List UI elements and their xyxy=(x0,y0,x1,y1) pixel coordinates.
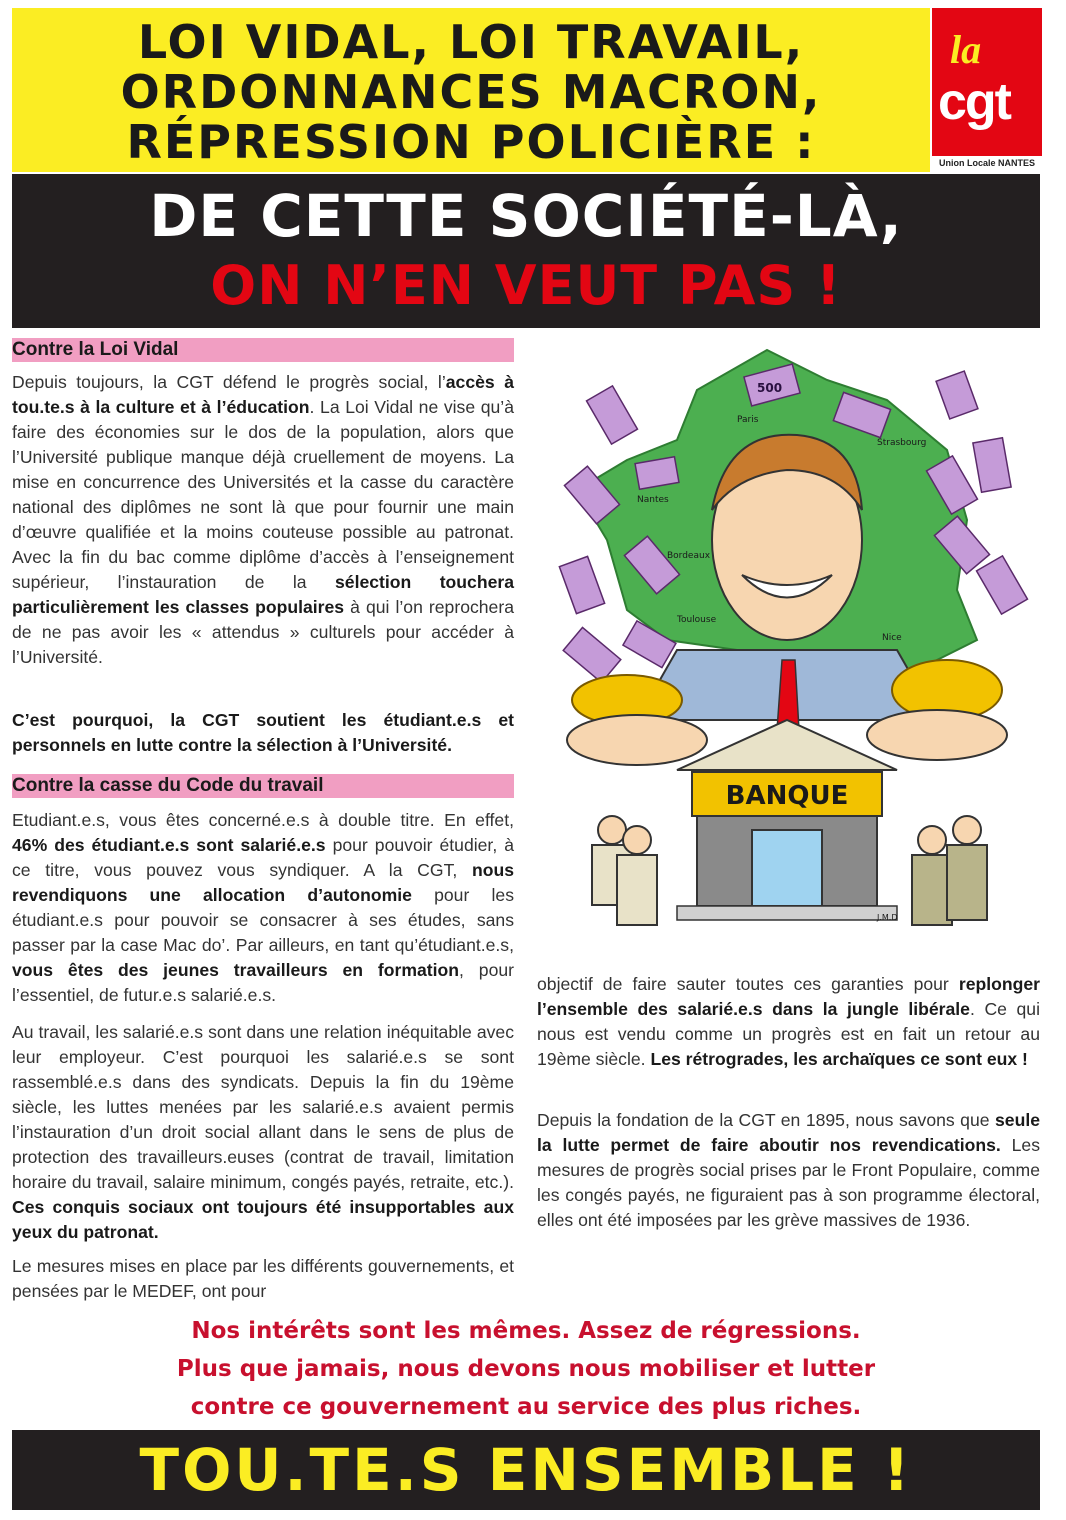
emphasis-text: seule la lutte permet de faire aboutir nos revendications. xyxy=(537,1110,1040,1155)
body-text: Etudiant.e.s, vous êtes concerné.e.s à double titre. En effet, xyxy=(12,810,514,830)
footer-banner xyxy=(12,1430,1040,1510)
call-line-3: contre ce gouvernement au service des plus riches. xyxy=(190,1394,862,1420)
cgt-logo-text: cgt xyxy=(938,73,1010,131)
emphasis-text: accès à tou.te.s à la culture et à l’éducation xyxy=(12,372,514,417)
bank-steps xyxy=(677,906,897,920)
header-title-block xyxy=(12,8,930,172)
paragraph-fondation-cgt xyxy=(537,1108,1040,1233)
body-text: objectif de faire sauter toutes ces garanties pour xyxy=(537,974,959,994)
emphasis-text: 46% des étudiant.e.s sont salarié.e.s xyxy=(12,835,326,855)
call-line-1: Nos intérêts sont les mêmes. Assez de régressions. xyxy=(191,1318,861,1344)
emphasis-text: C’est pourquoi, la CGT soutient les étudiant.e.s et personnels en lutte contre la sélection à l’Université. xyxy=(12,710,514,755)
businessmen-right xyxy=(912,816,987,925)
paragraph-cgt-soutient xyxy=(12,708,514,758)
body-text: à qui l’on reprochera de ne pas avoir les « attendus » culturels pour accéder à l’Université. xyxy=(12,597,514,667)
union-locale-label: Union Locale NANTES xyxy=(938,158,1035,168)
headline-line-2: ON N’EN VEUT PAS ! xyxy=(210,254,842,317)
emphasis-text: sélection touchera particulièrement les classes populaires xyxy=(12,572,514,617)
body-text: Le mesures mises en place par les différents gouvernements, et pensées par le MEDEF, ont pour xyxy=(12,1256,514,1301)
paragraph-au-travail xyxy=(12,1020,514,1245)
call-line-2: Plus que jamais, nous devons nous mobiliser et lutter xyxy=(176,1356,876,1382)
emphasis-text: Les rétrogrades, les archaïques ce sont eux ! xyxy=(650,1049,1028,1069)
bank-label: BANQUE xyxy=(725,781,849,811)
body-text: , pour l’essentiel, de futur.e.s salarié.e.s. xyxy=(12,960,514,1005)
banknote-label: 500 xyxy=(757,381,783,395)
section-title-loi-vidal: Contre la Loi Vidal xyxy=(12,338,514,362)
emphasis-text: vous êtes des jeunes travailleurs en formation xyxy=(12,960,460,980)
body-text: pour les étudiant.e.s pour pouvoir se consacrer à ses études, sans passer par la case Mac do’. Par ailleurs, en tant qu’étudiant.e.s, xyxy=(12,885,514,955)
cgt-logo-badge xyxy=(932,8,1042,156)
body-text: Au travail, les salarié.e.s sont dans une relation inéquitable avec leur employeur. C’est pourquoi les salarié.e.s se sont rassemblé.e.s dans des syndicats. Depuis la fin du 19ème siècle, les luttes menées par les salarié.e.s avaient permis l’instauration d’un droit social allant dans le sens de plus de protection des travailleurs.euses (contrat de travail, limitation horaire du travail, salaire minimum, congés payés, retraite, etc.). xyxy=(12,1022,514,1192)
headline-line-1: DE CETTE SOCIÉTÉ-LÀ, xyxy=(149,182,903,250)
body-text: . Ce qui nous est vendu comme un progrès est en fait un retour au 19ème siècle. xyxy=(537,999,1040,1069)
caricature-illustration xyxy=(537,340,1040,960)
city-toulouse: Toulouse xyxy=(677,615,717,625)
paragraph-objectif xyxy=(537,972,1040,1072)
paragraph-etudiants xyxy=(12,808,514,1008)
businessmen-left xyxy=(592,816,657,925)
header-line-1: LOI VIDAL, LOI TRAVAIL, xyxy=(137,15,805,69)
paragraph-mesures xyxy=(12,1254,514,1304)
header-line-3: RÉPRESSION POLICIÈRE : xyxy=(126,115,816,169)
body-text: . La Loi Vidal ne vise qu’à faire des économies sur le dos de la population, alors que l’Université publique manque déjà cruellement de moyens. La mise en concurrence des Universités et la casse du caractère national des diplômes ne sont là que pour fournir une main d’œuvre qualifiée et la moins couteuse possible au patronat. Avec la fin du bac comme diplôme d’accès à l’enseignement supérieur, l’instauration de la xyxy=(12,397,514,592)
emphasis-text: nous revendiquons une allocation d’autonomie xyxy=(12,860,514,905)
emphasis-text: replonger l’ensemble des salarié.e.s dans la jungle libérale xyxy=(537,974,1040,1019)
bank-door xyxy=(752,830,822,906)
emphasis-text: Ces conquis sociaux ont toujours été insupportables aux yeux du patronat. xyxy=(12,1197,514,1242)
body-text: Les mesures de progrès social prises par le Front Populaire, comme les congés payés, ne figuraient pas à son programme électoral, elles ont été imposées par les grève massives de 1936. xyxy=(537,1135,1040,1230)
city-bordeaux: Bordeaux xyxy=(667,551,711,561)
artist-signature: J.M.D xyxy=(877,913,898,922)
hand-left xyxy=(567,715,707,765)
city-paris: Paris xyxy=(737,415,759,425)
body-text: Depuis toujours, la CGT défend le progrès social, l’ xyxy=(12,372,446,392)
body-text: pour pouvoir étudier, à ce titre, vous pouvez vous syndiquer. A la CGT, xyxy=(12,835,514,880)
paragraph-loi-vidal xyxy=(12,370,514,670)
city-nice: Nice xyxy=(882,633,902,643)
bank-roof xyxy=(677,720,897,770)
city-nantes: Nantes xyxy=(637,495,669,505)
footer-slogan: TOU.TE.S ENSEMBLE ! xyxy=(139,1436,913,1504)
headline-banner xyxy=(12,174,1040,328)
body-text: Depuis la fondation de la CGT en 1895, nous savons que xyxy=(537,1110,995,1130)
header-line-2: ORDONNANCES MACRON, xyxy=(120,65,822,119)
cgt-logo xyxy=(932,8,1042,172)
hand-right xyxy=(867,710,1007,760)
cgt-logo-la: la xyxy=(950,27,982,72)
section-title-code-travail: Contre la casse du Code du travail xyxy=(12,774,514,798)
city-strasbourg: Strasbourg xyxy=(877,438,927,448)
